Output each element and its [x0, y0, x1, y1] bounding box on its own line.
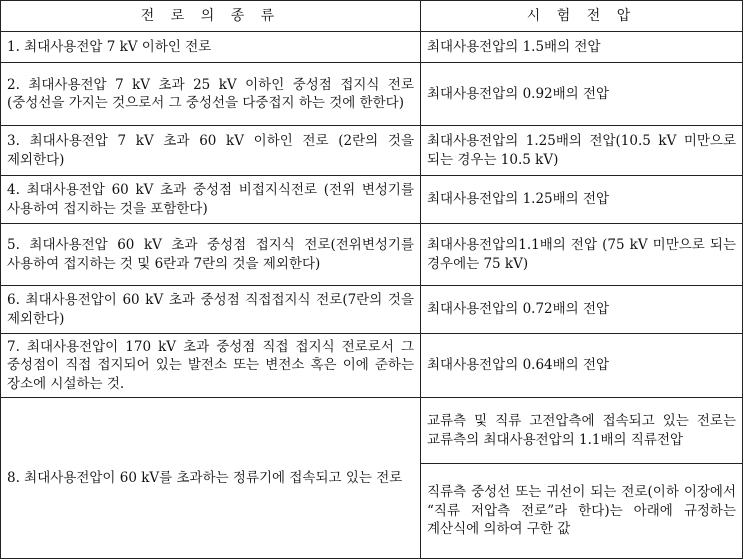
circuit-type-cell: 1. 최대사용전압 7 kV 이하인 전로	[1, 32, 421, 63]
table-row	[1, 334, 743, 398]
header-circuit-type: 전 로 의 종 류	[1, 1, 421, 32]
circuit-type-cell: 3. 최대사용전압 7 kV 초과 60 kV 이하인 전로 (2란의 것을 제외한다)	[1, 126, 421, 176]
table-row	[1, 176, 743, 224]
test-voltage-cell: 최대사용전압의 0.92배의 전압	[421, 63, 743, 126]
test-voltage-cell: 최대사용전압의 1.5배의 전압	[421, 32, 743, 63]
table-row	[1, 398, 743, 464]
table-row	[1, 63, 743, 126]
circuit-type-cell: 5. 최대사용전압 60 kV 초과 중성점 접지식 전로(전위변성기를 사용하여 접지하는 것 및 6란과 7란의 것을 제외한다)	[1, 224, 421, 286]
test-voltage-cell: 최대사용전압의1.1배의 전압 (75 kV 미만으로 되는 경우에는 75 kV)	[421, 224, 743, 286]
circuit-type-cell: 2. 최대사용전압 7 kV 초과 25 kV 이하인 중성점 접지식 전로(중성선을 가지는 것으로서 그 중성선을 다중접지 하는 것에 한한다)	[1, 63, 421, 126]
test-voltage-cell: 직류측 중성선 또는 귀선이 되는 전로(이하 이장에서 “직류 저압측 전로”라 한다)는 아래에 규정하는 계산식에 의하여 구한 값	[421, 464, 743, 559]
header-test-voltage: 시 험 전 압	[421, 1, 743, 32]
test-voltage-cell: 최대사용전압의 0.72배의 전압	[421, 286, 743, 334]
table-row	[1, 286, 743, 334]
circuit-type-cell: 8. 최대사용전압이 60 kV를 초과하는 정류기에 접속되고 있는 전로	[1, 398, 421, 559]
circuit-type-cell: 7. 최대사용전압이 170 kV 초과 중성점 직접 접지식 전로로서 그 중성점이 직접 접지되어 있는 발전소 또는 변전소 혹은 이에 준하는 장소에 시설하는 것.	[1, 334, 421, 398]
table-row	[1, 32, 743, 63]
table-header-row	[1, 1, 743, 32]
circuit-type-cell: 4. 최대사용전압 60 kV 초과 중성점 비접지식전로 (전위 변성기를 사용하여 접지하는 것을 포함한다)	[1, 176, 421, 224]
test-voltage-cell: 최대사용전압의 0.64배의 전압	[421, 334, 743, 398]
test-voltage-cell: 최대사용전압의 1.25배의 전압	[421, 176, 743, 224]
test-voltage-cell: 최대사용전압의 1.25배의 전압(10.5 kV 미만으로 되는 경우는 10.5 kV)	[421, 126, 743, 176]
table-row	[1, 126, 743, 176]
table-row	[1, 224, 743, 286]
test-voltage-cell: 교류측 및 직류 고전압측에 접속되고 있는 전로는 교류측의 최대사용전압의 1.1배의 직류전압	[421, 398, 743, 464]
circuit-type-cell: 6. 최대사용전압이 60 kV 초과 중성점 직접접지식 전로(7란의 것을 제외한다)	[1, 286, 421, 334]
